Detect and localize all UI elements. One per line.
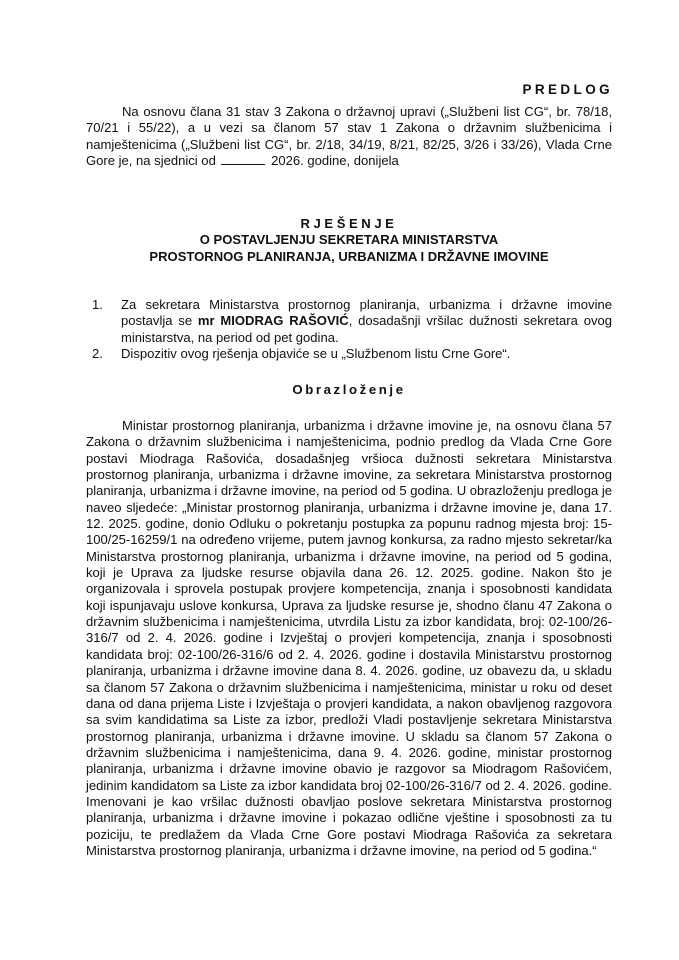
decision-item — [86, 346, 612, 362]
appointee-name: mr MIODRAG RAŠOVIĆ — [197, 313, 349, 329]
explanation-title: Obrazloženje — [292, 382, 406, 397]
item-text-after-name: , dosadašnji vršilac dužnosti sekretara ovog ministarstva, na period od pet godina. — [121, 313, 612, 345]
item-number: 1. — [92, 297, 103, 312]
decision-title: RJEŠENJE — [300, 216, 398, 231]
decision-subtitle-line2: PROSTORNOG PLANIRANJA, URBANIZMA I DRŽAVNE IMOVINE — [149, 248, 549, 264]
intro-text-after-blank: 2026. godine, donijela — [271, 153, 399, 169]
intro-paragraph — [86, 104, 612, 169]
decision-item — [86, 297, 612, 346]
predlog-heading: PREDLOG — [522, 82, 613, 97]
intro-text-before-blank: Na osnovu člana 31 stav 3 Zakona o državnoj upravi („Službeni list CG“, br. 78/18, 70/21 i 55/22), a u vezi sa članom 57 stav 1 Zakona o državnim službenicima i namještenicima („Službeni list CG“, br. 2/18, 34/19, 8/21, 82/25, 3/26 i 33/26), Vlada Crne Gore je, na sjednici od — [86, 104, 612, 169]
explanation-body: Ministar prostornog planiranja, urbanizma i državne imovine je, na osnovu člana 57 Zakona o državnim službenicima i namještenicima, podnio predlog da Vlada Crne Gore postavi Miodraga Rašovića, dosadašnjeg vršioca dužnosti sekretara Ministarstva prostornog planiranja, urbanizma i državne imovine, za sekretara Ministarstva prostornog planiranja, urbanizma i državne imovine, na period od 5 godina. U obrazloženju predloga je naveo sljedeće: „Ministar prostornog planiranja, urbanizma i državne imovine je, dana 17. 12. 2025. godine, donio Odluku o pokretanju postupka za popunu radnog mjesta broj: 15-100/25-16259/1 na određeno vrijeme, putem javnog konkursa, za radno mjesto sekretar/ka Ministarstva prostornog planiranja, urbanizma i državne imovine, na period od 5 godina, koji je Uprava za ljudske resurse objavila dana 26. 12. 2025. godine. Nakon što je organizovala i sprovela postupak provjere kompetencija, znanja i sposobnosti kandidata koji ispunjavaju uslove konkursa, Uprava za ljudske resurse je, shodno članu 47 Zakona o državnim službenicima i namještenicima, utvrdila Listu za izbor kandidata, broj: 02-100/26-316/7 od 2. 4. 2026. godine i Izvještaj o provjeri kompetencija, znanja i sposobnosti kandidata broj: 02-100/26-316/6 od 2. 4. 2026. godine i dostavila Ministarstvu prostornog planiranja, urbanizma i državne imovine dana 8. 4. 2026. godine, uz obavezu da, u skladu sa članom 57 Zakona o državnim službenicima i namještenicima, ministar u roku od deset dana od dana prijema Liste i Izvještaja o provjeri kandidata, a nakon obavljenog razgovora sa svim kandidatima sa Liste za izbor, predloži Vladi postavljenje sekretara Ministarstva prostornog planiranja, urbanizma i državne imovine. U skladu sa članom 57 Zakona o državnim službenicima i namještenicima, dana 9. 4. 2026. godine, ministar prostornog planiranja, urbanizma i državne imovine obavio je razgovor sa Miodragom Rašovićem, jedinim kandidatom sa Liste za izbor kandidata broj 02-100/26-316/7 od 2. 4. 2026. godine. Imenovani je kao vršilac dužnosti obavljao poslove sekretara Ministarstva prostornog planiranja, urbanizma i državne imovine i pokazao odlične vještine i sposobnosti za tu poziciju, te predlažem da Vlada Crne Gore postavi Miodraga Rašovića za sekretara Ministarstva prostornog planiranja, urbanizma i državne imovine, na period od 5 godina.“ — [86, 418, 612, 858]
item-text-before-name: Za sekretara Ministarstva prostornog planiranja, urbanizma i državne imovine postavlja se — [121, 297, 612, 329]
decision-title-block — [86, 216, 612, 265]
item-text: Dispozitiv ovog rješenja objaviće se u „Službenom listu Crne Gore“. — [121, 346, 511, 362]
item-number: 2. — [92, 346, 103, 362]
decision-items-list — [86, 297, 612, 362]
decision-subtitle-line1: O POSTAVLJENJU SEKRETARA MINISTARSTVA — [199, 232, 499, 248]
session-date-blank — [221, 153, 265, 165]
